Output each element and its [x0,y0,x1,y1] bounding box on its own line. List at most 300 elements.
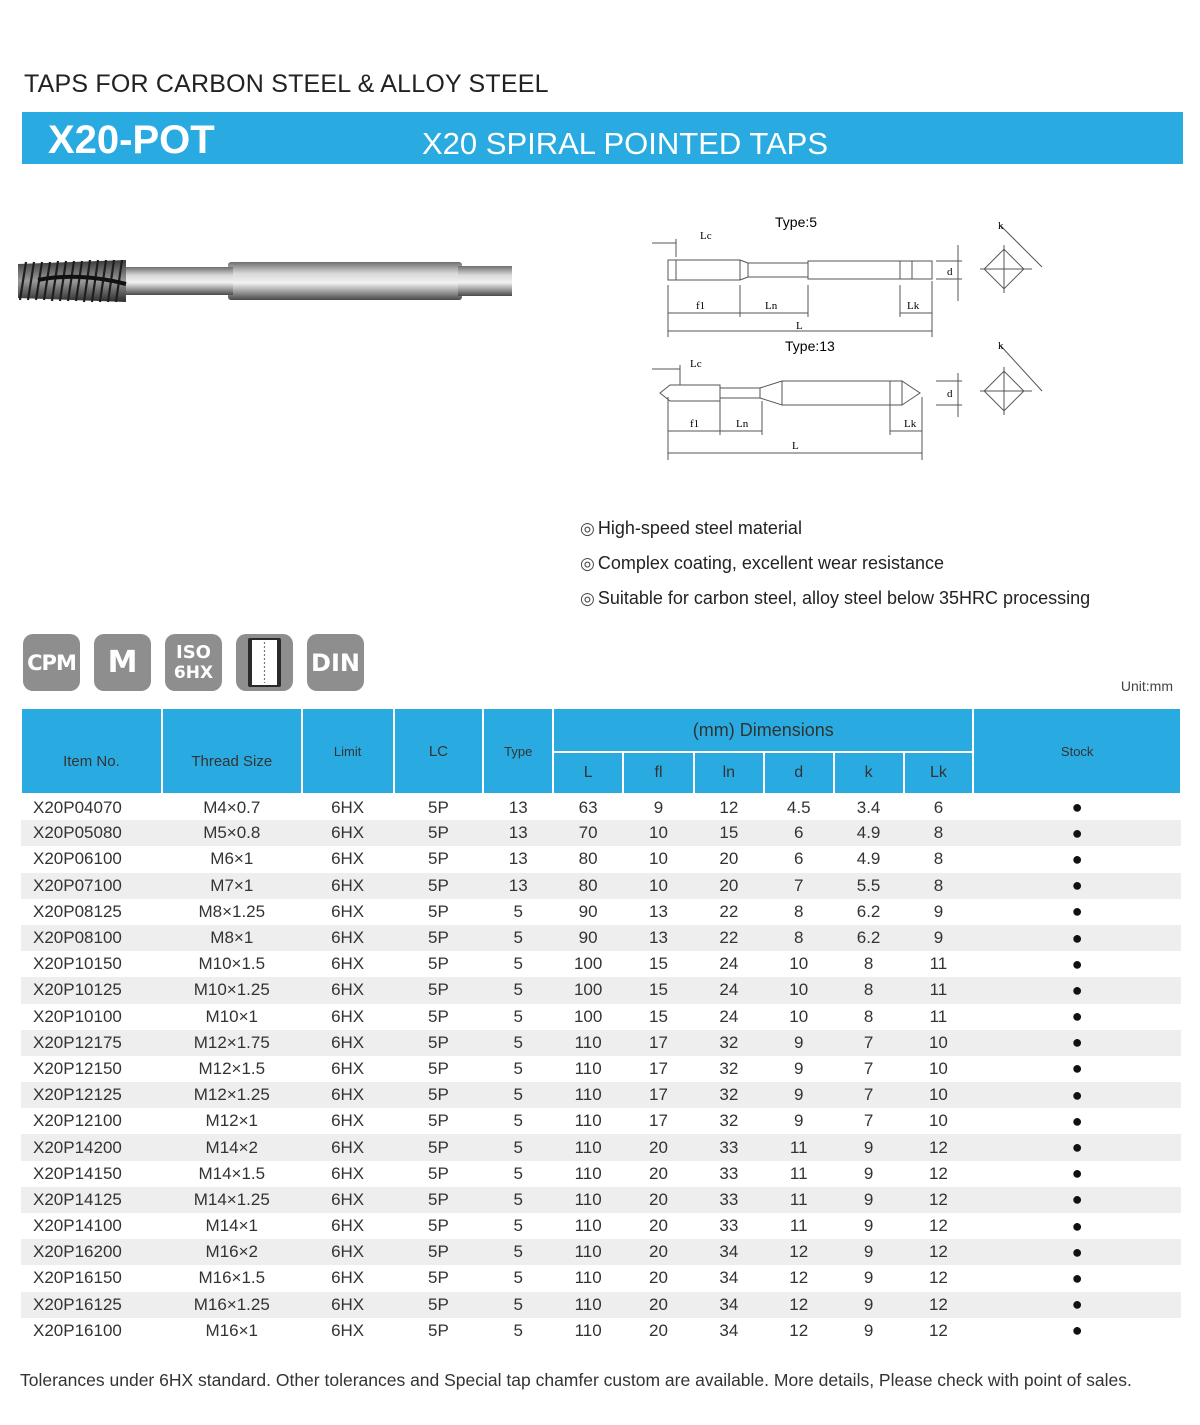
cell-lc: 5P [394,873,484,899]
cell-limit: 6HX [302,873,394,899]
cell-dim-ln: 20 [719,849,739,869]
table-row [21,1030,1181,1056]
table-row [21,1265,1181,1291]
cell-dim-fl: 17 [623,1082,694,1108]
cell-limit: 6HX [302,1082,394,1108]
feature-list [580,515,1090,620]
cell-dim-ln: 24 [719,954,739,974]
cell-type: 5 [513,1268,523,1288]
cell-dim-d: 12 [789,1320,809,1340]
cell-dim-ln: 32 [694,1082,764,1108]
k-label: k [998,220,1004,232]
cell-stock: ● [1071,1163,1083,1184]
cell-dim-ln: 32 [719,1058,739,1078]
cell-dim-lk: 12 [904,1187,974,1213]
cell-dim-fl: 15 [649,954,668,974]
header-dim-l: L [553,752,623,794]
header-thread: Thread Size [162,708,302,794]
table-row [21,1004,1181,1030]
type13-label: Type:13 [785,338,835,354]
cell-dim-k: 9 [863,1320,874,1340]
table-row [21,1213,1181,1239]
cell-item-no: X20P07100 [21,873,162,899]
cell-dim-ln: 32 [694,1030,764,1056]
cell-dim-ln: 15 [694,820,764,846]
cell-dim-l: 80 [553,873,623,899]
cell-lc: 5P [428,797,449,817]
cell-lc: 5P [394,820,484,846]
cell-thread-size: M7×1 [162,873,302,899]
cell-dim-k: 8 [863,1006,874,1026]
cell-type: 5 [483,977,553,1003]
cell-dim-fl: 10 [649,849,668,869]
cell-dim-l: 90 [553,925,623,951]
cell-dim-d: 9 [764,1082,834,1108]
cell-dim-k: 9 [863,1163,874,1183]
cell-dim-d: 12 [764,1239,834,1265]
cell-item-no: X20P16200 [21,1239,162,1265]
cell-dim-lk: 10 [928,1058,948,1078]
cell-dim-fl: 20 [623,1239,694,1265]
cell-limit: 6HX [331,1006,365,1026]
cell-dim-k: 9 [834,1239,904,1265]
cell-thread-size: M5×0.8 [162,820,302,846]
technical-drawing [640,205,1060,470]
fl-label: f1 [696,300,706,312]
cell-dim-ln: 24 [719,1006,739,1026]
header-dim-lk: Lk [904,752,974,794]
cell-dim-ln: 34 [719,1268,739,1288]
cell-item-no: X20P14125 [21,1187,162,1213]
cell-dim-l: 110 [574,1163,602,1183]
table-row [21,1292,1181,1318]
cell-item-no: X20P10100 [33,1006,122,1026]
cell-lc: 5P [428,1216,449,1236]
cell-stock: ● [973,1187,1181,1213]
cell-stock: ● [973,977,1181,1003]
cell-dim-fl: 20 [649,1163,668,1183]
cell-dim-d: 6 [793,849,804,869]
table-row [21,846,1181,872]
cell-stock: ● [1071,1110,1083,1131]
cell-thread-size: M16×1 [205,1320,258,1340]
cell-dim-fl: 20 [623,1134,694,1160]
feature-item: ◎ Suitable for carbon steel, alloy steel below 35HRC processing [580,588,1091,608]
cell-dim-ln: 24 [694,977,764,1003]
cell-dim-fl: 17 [623,1030,694,1056]
lc-label: Lc [700,230,712,242]
cell-dim-d: 11 [764,1134,834,1160]
cell-lc: 5P [428,901,449,921]
cell-lc: 5P [428,954,449,974]
cell-thread-size: M12×1.75 [162,1030,302,1056]
cell-dim-k: 7 [863,1111,874,1131]
cell-limit: 6HX [331,901,365,921]
cell-item-no: X20P14150 [33,1163,122,1183]
cell-item-no: X20P10150 [33,954,122,974]
k-label-13: k [998,340,1004,352]
cell-item-no: X20P12150 [33,1058,122,1078]
iso-icon: ISO 6HX [165,634,222,691]
cell-dim-d: 10 [764,977,834,1003]
cell-dim-ln: 34 [719,1320,739,1340]
cell-stock: ● [973,1239,1181,1265]
cell-stock: ● [1071,1215,1083,1236]
cell-type: 5 [513,1320,523,1340]
cell-lc: 5P [428,1006,449,1026]
cell-dim-k: 9 [834,1187,904,1213]
cell-dim-lk: 6 [933,797,944,817]
table-row [21,794,1181,820]
cell-dim-d: 11 [789,1163,808,1183]
l-label-13: L [792,440,799,452]
cell-thread-size: M12×1 [205,1111,258,1131]
cell-dim-fl: 20 [649,1320,668,1340]
cell-type: 13 [508,797,528,817]
cell-dim-lk: 10 [904,1082,974,1108]
cell-dim-k: 7 [834,1082,904,1108]
cell-limit: 6HX [302,1187,394,1213]
cell-limit: 6HX [331,797,365,817]
cell-limit: 6HX [302,1239,394,1265]
cell-dim-d: 9 [793,1111,804,1131]
cell-type: 5 [483,1030,553,1056]
cell-dim-fl: 10 [623,820,694,846]
cell-dim-ln: 33 [694,1187,764,1213]
cell-type: 5 [483,1239,553,1265]
table-row [21,1056,1181,1082]
cell-item-no: X20P05080 [21,820,162,846]
cell-dim-l: 70 [553,820,623,846]
cell-dim-d: 9 [764,1030,834,1056]
cell-dim-lk: 9 [933,901,944,921]
header-item: Item No. [21,708,162,794]
cell-dim-fl: 13 [623,925,694,951]
cell-dim-d: 4.5 [786,797,811,817]
cell-item-no: X20P08100 [21,925,162,951]
cell-dim-k: 9 [834,1134,904,1160]
cell-thread-size: M4×0.7 [203,797,261,817]
cell-dim-d: 8 [793,901,804,921]
cell-dim-fl: 20 [623,1187,694,1213]
cell-dim-lk: 10 [904,1030,974,1056]
cell-dim-k: 8 [863,954,874,974]
cell-thread-size: M10×1.5 [198,954,266,974]
cell-stock: ● [1071,797,1083,818]
cell-stock: ● [973,1030,1181,1056]
cell-dim-l: 100 [553,977,623,1003]
cell-dim-ln: 20 [694,873,764,899]
cell-stock: ● [973,925,1181,951]
cell-thread-size: M12×1.5 [198,1058,266,1078]
cell-lc: 5P [428,1111,449,1131]
cell-dim-k: 7 [863,1058,874,1078]
cell-dim-ln: 22 [694,925,764,951]
cell-dim-d: 10 [789,1006,809,1026]
cell-dim-l: 110 [574,1268,602,1288]
cell-dim-ln: 33 [719,1163,739,1183]
cell-dim-l: 90 [578,901,598,921]
cell-dim-l: 110 [553,1187,623,1213]
cell-stock: ● [1071,1320,1083,1341]
cell-dim-l: 63 [578,797,598,817]
cell-dim-k: 8 [834,977,904,1003]
cell-dim-k: 6.2 [834,925,904,951]
cell-limit: 6HX [302,925,394,951]
cell-type: 5 [483,1134,553,1160]
cell-item-no: X20P10125 [21,977,162,1003]
cell-stock: ● [1071,1058,1083,1079]
cell-dim-lk: 11 [929,954,948,974]
cell-dim-d: 9 [793,1058,804,1078]
cell-stock: ● [1071,848,1083,869]
cell-dim-k: 3.4 [856,797,881,817]
cell-thread-size: M8×1.25 [198,901,266,921]
table-row [21,899,1181,925]
cell-limit: 6HX [302,820,394,846]
cell-item-no: X20P12125 [21,1082,162,1108]
cell-type: 5 [513,1058,523,1078]
cell-dim-k: 5.5 [834,873,904,899]
cell-dim-lk: 11 [904,977,974,1003]
header-lc: LC [394,708,484,794]
header-dim-d: d [764,752,834,794]
table-row [21,1318,1181,1344]
product-code: X20-POT [48,118,215,162]
cell-stock: ● [973,820,1181,846]
cell-thread-size: M14×1.5 [198,1163,266,1183]
cell-dim-lk: 12 [904,1134,974,1160]
cell-stock: ● [973,1134,1181,1160]
table-row [21,977,1181,1003]
cell-limit: 6HX [302,977,394,1003]
cell-dim-l: 100 [573,1006,603,1026]
lc-label-13: Lc [690,358,702,370]
cell-type: 5 [513,1006,523,1026]
cell-dim-l: 110 [553,1239,623,1265]
cell-dim-fl: 20 [623,1292,694,1318]
cell-dim-lk: 11 [929,1006,948,1026]
cell-dim-fl: 17 [649,1111,668,1131]
cell-lc: 5P [428,1268,449,1288]
cell-dim-ln: 32 [719,1111,739,1131]
cell-dim-ln: 34 [694,1239,764,1265]
header-stock: Stock [973,708,1181,794]
ln-label: Ln [765,300,778,312]
cell-dim-k: 9 [863,1268,874,1288]
cell-dim-l: 110 [553,1292,623,1318]
cell-type: 13 [508,849,528,869]
cell-dim-ln: 12 [719,797,739,817]
cell-type: 5 [513,954,523,974]
cell-dim-k: 4.9 [834,820,904,846]
cell-dim-k: 7 [834,1030,904,1056]
header-dim-k: k [834,752,904,794]
cell-dim-fl: 15 [623,977,694,1003]
ln-label-13: Ln [736,418,749,430]
spec-table [20,707,1182,1344]
cell-limit: 6HX [302,1030,394,1056]
cell-dim-d: 12 [789,1268,809,1288]
cell-type: 5 [513,1216,523,1236]
cell-dim-d: 6 [764,820,834,846]
shank-icon [236,634,293,691]
cell-dim-k: 6.2 [856,901,881,921]
cell-item-no: X20P14100 [33,1216,122,1236]
cell-limit: 6HX [331,1320,365,1340]
cell-lc: 5P [394,1292,484,1318]
feature-item: ◎ High-speed steel material [580,518,802,538]
din-icon: DIN [307,634,364,691]
cell-lc: 5P [394,1239,484,1265]
cell-lc: 5P [428,1163,449,1183]
cell-dim-fl: 20 [649,1216,668,1236]
cell-dim-k: 9 [834,1292,904,1318]
cell-item-no: X20P04070 [33,797,122,817]
cell-type: 5 [483,925,553,951]
cell-thread-size: M16×2 [162,1239,302,1265]
cell-item-no: X20P16100 [33,1320,122,1340]
d-label: d [947,266,953,278]
cell-dim-d: 7 [764,873,834,899]
cell-dim-lk: 10 [928,1111,948,1131]
cell-thread-size: M14×1.25 [162,1187,302,1213]
cell-dim-lk: 12 [928,1163,948,1183]
cell-stock: ● [1071,1267,1083,1288]
cell-dim-fl: 17 [649,1058,668,1078]
cell-lc: 5P [428,849,449,869]
cell-item-no: X20P06100 [33,849,122,869]
cell-lc: 5P [394,1082,484,1108]
header-limit: Limit [302,708,394,794]
cell-type: 13 [483,873,553,899]
cell-type: 5 [513,1111,523,1131]
footnote: Tolerances under 6HX standard. Other tolerances and Special tap chamfer custom are available. More details, Please check with point of sales. [20,1370,1132,1390]
cell-type: 5 [513,901,523,921]
cell-dim-d: 12 [764,1292,834,1318]
cell-lc: 5P [394,925,484,951]
fl-label-13: f1 [690,418,700,430]
cell-dim-l: 100 [573,954,603,974]
cell-lc: 5P [394,1134,484,1160]
cell-limit: 6HX [302,1134,394,1160]
cell-dim-lk: 8 [933,849,944,869]
cell-dim-l: 110 [553,1082,623,1108]
type5-label: Type:5 [775,214,818,230]
cell-stock: ● [973,873,1181,899]
cell-type: 13 [483,820,553,846]
cell-dim-d: 11 [789,1216,808,1236]
cell-dim-fl: 15 [649,1006,668,1026]
cell-lc: 5P [394,977,484,1003]
cell-stock: ● [1071,1006,1083,1027]
cell-thread-size: M16×1.5 [198,1268,266,1288]
cell-limit: 6HX [331,954,365,974]
cell-limit: 6HX [302,1292,394,1318]
table-row [21,1108,1181,1134]
cell-type: 5 [483,1187,553,1213]
table-row [21,1082,1181,1108]
header-dim-fl: fl [623,752,694,794]
cell-dim-fl: 9 [653,797,664,817]
cell-limit: 6HX [331,1268,365,1288]
cell-dim-lk: 12 [928,1268,948,1288]
table-row [21,1161,1181,1187]
cell-dim-d: 11 [764,1187,834,1213]
table-row [21,1134,1181,1160]
table-row [21,1187,1181,1213]
cell-dim-lk: 12 [928,1320,948,1340]
cell-dim-l: 110 [553,1030,623,1056]
cell-item-no: X20P16150 [33,1268,122,1288]
cell-limit: 6HX [331,1216,365,1236]
cell-limit: 6HX [331,1163,365,1183]
cell-lc: 5P [428,1058,449,1078]
category-title: TAPS FOR CARBON STEEL & ALLOY STEEL [24,70,549,98]
cell-type: 5 [483,1292,553,1318]
cell-item-no: X20P14200 [21,1134,162,1160]
cell-dim-fl: 10 [623,873,694,899]
cell-type: 5 [483,1082,553,1108]
cpm-icon: CPM [23,634,80,691]
cell-thread-size: M14×2 [162,1134,302,1160]
cell-dim-l: 110 [553,1134,623,1160]
cell-dim-l: 110 [574,1320,602,1340]
lk-label: Lk [907,300,920,312]
header-dimensions: (mm) Dimensions [553,708,973,752]
product-name: X20 SPIRAL POINTED TAPS [422,126,829,161]
header-type: Type [483,708,553,794]
unit-label: Unit:mm [1120,678,1173,694]
cell-dim-ln: 22 [719,901,739,921]
table-row [21,873,1181,899]
m-icon: M [94,634,151,691]
cell-thread-size: M16×1.25 [162,1292,302,1318]
cell-dim-l: 110 [574,1058,602,1078]
table-row [21,820,1181,846]
tap-product-image [18,250,518,310]
header-dim-ln: ln [694,752,764,794]
cell-type: 5 [513,1163,523,1183]
cell-dim-fl: 20 [649,1268,668,1288]
d-label-13: d [947,388,953,400]
cell-item-no: X20P12175 [21,1030,162,1056]
cell-stock: ● [973,1082,1181,1108]
cell-item-no: X20P08125 [33,901,122,921]
cell-dim-l: 80 [578,849,598,869]
cell-lc: 5P [394,1030,484,1056]
cell-thread-size: M12×1.25 [162,1082,302,1108]
cell-dim-ln: 33 [719,1216,739,1236]
cell-dim-fl: 13 [649,901,668,921]
cell-dim-l: 110 [574,1111,602,1131]
cell-limit: 6HX [331,1058,365,1078]
cell-limit: 6HX [331,849,365,869]
cell-dim-ln: 33 [694,1134,764,1160]
feature-item: ◎ Complex coating, excellent wear resistance [580,553,945,573]
cell-stock: ● [973,1292,1181,1318]
table-row [21,1239,1181,1265]
table-row [21,951,1181,977]
cell-lc: 5P [394,1187,484,1213]
cell-dim-lk: 9 [904,925,974,951]
cell-thread-size: M8×1 [162,925,302,951]
cell-lc: 5P [428,1320,449,1340]
cell-item-no: X20P16125 [21,1292,162,1318]
cell-thread-size: M6×1 [210,849,254,869]
product-banner [22,112,1183,164]
cell-stock: ● [1071,953,1083,974]
